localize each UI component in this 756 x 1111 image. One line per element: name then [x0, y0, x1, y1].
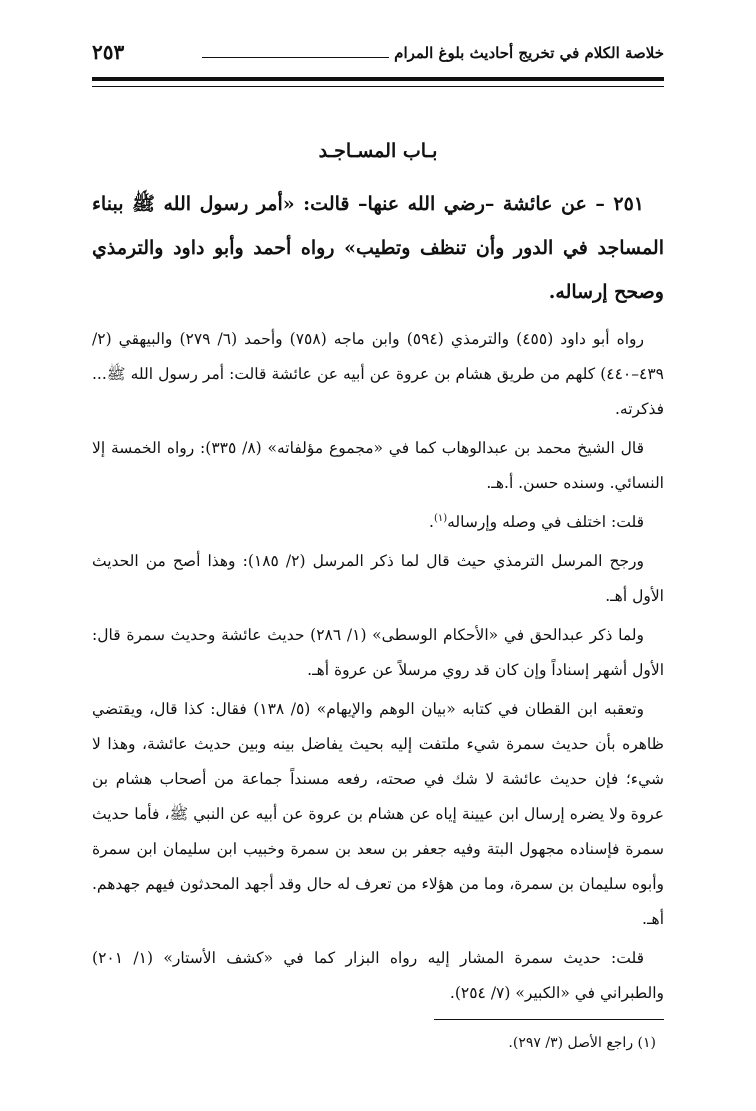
paragraph-ikhtilaf [92, 505, 664, 540]
paragraph-samura: قلت: حديث سمرة المشار إليه رواه البزار كما في «كشف الأستار» (١/ ٢٠١) والطبراني في «الكبير» (٧/ ٢٥٤). [92, 949, 664, 1002]
header-rule-thick [92, 77, 664, 81]
paragraph-takhrij: رواه أبو داود (٤٥٥) والترمذي (٥٩٤) وابن ماجه (٧٥٨) وأحمد (٦/ ٢٧٩) والبيهقي (٢/ ٤٣٩–٤٤٠) كلهم من طريق هشام بن عروة عن أبيه عن عائشة قالت: أمر رسول الله ﷺ... فذكرته. [92, 330, 664, 418]
header-rule-thin [92, 86, 664, 87]
header-dash-line [202, 57, 389, 58]
book-title: خلاصة الكلام في تخريج أحاديث بلوغ المرام [394, 44, 664, 62]
paragraph-ibn-abdulwahhab: قال الشيخ محمد بن عبدالوهاب كما في «مجموع مؤلفاته» (٨/ ٣٣٥): رواه الخمسة إلا النسائي. وسنده حسن. أ.هـ. [92, 439, 664, 492]
chapter-heading: بـاب المسـاجـد [318, 140, 438, 162]
paragraph-tirmidhi: ورجح المرسل الترمذي حيث قال لما ذكر المرسل (٢/ ١٨٥): وهذا أصح من الحديث الأول أهـ. [92, 552, 664, 605]
footnote-text: (١) راجع الأصل (٣/ ٢٩٧). [508, 1035, 656, 1051]
footnote-marker[interactable]: (١) [433, 512, 448, 524]
running-header [92, 40, 664, 70]
paragraph-ibn-alqattan: وتعقبه ابن القطان في كتابه «بيان الوهم والإيهام» (٥/ ١٣٨) فقال: كذا قال، ويقتضي ظاهره بأن حديث سمرة شيء ملتفت إليه بحيث يفاضل بينه وبين حديث عائشة، وهذا لا شيء؛ فإن حديث عائشة لا شك في صحته، رفعه مسنداً جماعة من أصحاب هشام بن عروة ولا يضره إرسال ابن عيينة إياه عن هشام بن عروة عن أبيه عن النبي ﷺ، فأما حديث سمرة فإسناده مجهول البتة وفيه جعفر بن سعد بن سمرة وخبيب ابن سليمان ابن سمرة وأبوه سليمان بن سمرة، وما من هؤلاء من تعرف له حال وقد أجهد المحدثون فيهم جهدهم. أهـ. [92, 700, 664, 928]
ikhtilaf-period: . [429, 513, 434, 531]
hadith-text: ٢٥١ – عن عائشة –رضي الله عنها– قالت: «أمر رسول الله ﷺ ببناء المساجد في الدور وأن تنظف وتطيب» رواه أحمد وأبو داود والترمذي وصحح إرساله. [92, 193, 664, 303]
ikhtilaf-text: قلت: اختلف في وصله وإرساله [447, 513, 644, 531]
footnote-separator [434, 1019, 664, 1020]
paragraph-abdulhaq: ولما ذكر عبدالحق في «الأحكام الوسطى» (١/ ٢٨٦) حديث عائشة وحديث سمرة قال: الأول أشهر إسناداً وإن كان قد روي مرسلاً عن عروة أهـ. [92, 626, 664, 679]
page-number: ٢٥٣ [92, 40, 125, 64]
page-content [92, 140, 664, 1015]
